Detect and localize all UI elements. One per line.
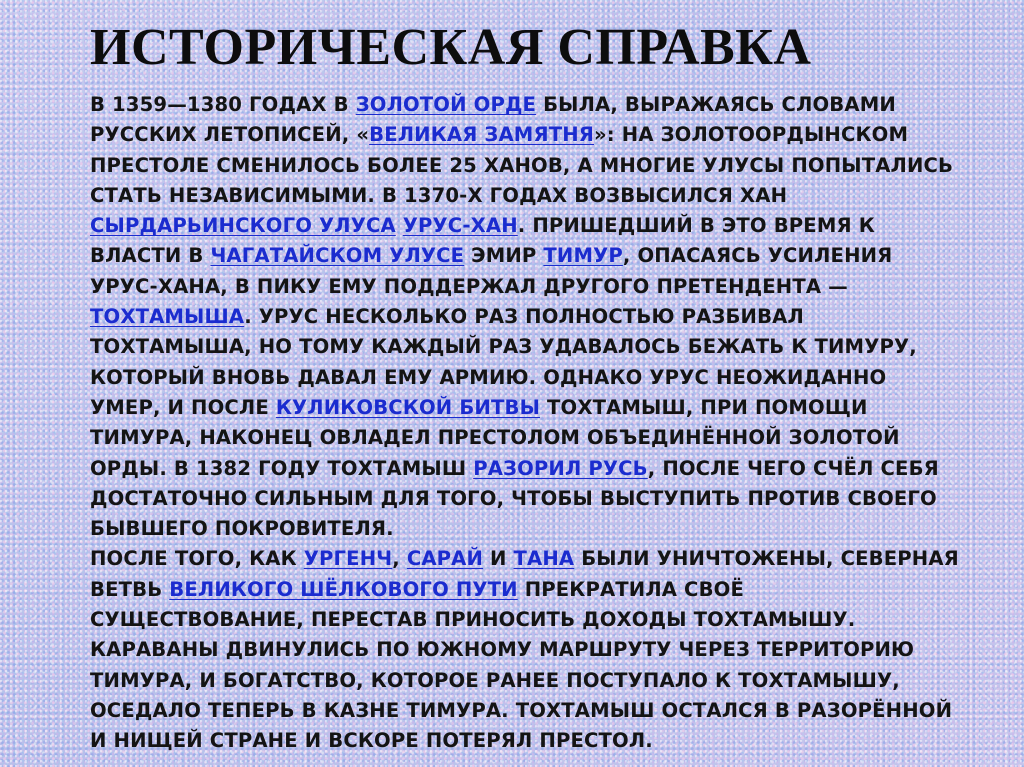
text: . УРУС НЕСКОЛЬКО РАЗ ПОЛНОСТЬЮ РАЗБИВАЛ ТОХТАМЫША, НО ТОМУ КАЖДЫЙ РАЗ УДАВАЛОСЬ БЕЖАТЬ К ТИМУРУ, КОТОРЫЙ ВНОВЬ ДАВАЛ ЕМУ АРМИЮ. ОДНАКО УРУС НЕОЖИДАННО УМЕР, И ПОСЛЕ: [90, 305, 917, 419]
slide: [90, 12, 960, 762]
link-timur[interactable]: ТИМУР: [543, 244, 623, 268]
link-sarai[interactable]: САРАЙ: [406, 547, 484, 571]
slide-title: ИСТОРИЧЕСКАЯ СПРАВКА: [90, 19, 812, 76]
text: И: [483, 547, 514, 571]
link-syrdarya-ulus[interactable]: СЫРДАРЬИНСКОГО УЛУСА: [90, 214, 396, 238]
link-chagatai-ulus[interactable]: ЧАГАТАЙСКОМ УЛУСЕ: [210, 244, 465, 268]
link-urgench[interactable]: УРГЕНЧ: [303, 547, 393, 571]
text: БЫЛА, ВЫРАЖАЯСЬ СЛОВАМИ РУССКИХ ЛЕТОПИСЕЙ, «: [90, 93, 896, 147]
link-tokhtamysh[interactable]: ТОХТАМЫША: [90, 305, 245, 329]
text: ПОСЛЕ ТОГО, КАК: [90, 547, 304, 571]
paragraph-1: [90, 90, 960, 544]
link-kulikovo-battle[interactable]: КУЛИКОВСКОЙ БИТВЫ: [275, 395, 541, 419]
link-urus-khan[interactable]: УРУС-ХАН: [402, 214, 518, 238]
text: ,: [392, 547, 407, 571]
link-great-troubles[interactable]: ВЕЛИКАЯ ЗАМЯТНЯ: [369, 123, 594, 147]
text: ЭМИР: [464, 244, 544, 268]
text: , ПОСЛЕ ЧЕГО СЧЁЛ СЕБЯ ДОСТАТОЧНО СИЛЬНЫМ ДЛЯ ТОГО, ЧТОБЫ ВЫСТУПИТЬ ПРОТИВ СВОЕГО БЫВШЕГО ПОКРОВИТЕЛЯ.: [90, 456, 939, 541]
text: ТОХТАМЫШ, ПРИ ПОМОЩИ ТИМУРА, НАКОНЕЦ ОВЛАДЕЛ ПРЕСТОЛОМ ОБЪЕДИНЁННОЙ ЗОЛОТОЙ ОРДЫ. В 1382 ГОДУ ТОХТАМЫШ: [90, 395, 900, 480]
text: . ПРИШЕДШИЙ В ЭТО ВРЕМЯ К ВЛАСТИ В: [90, 214, 875, 268]
link-ruined-rus[interactable]: РАЗОРИЛ РУСЬ: [473, 456, 648, 480]
text: , ОПАСАЯСЬ УСИЛЕНИЯ УРУС-ХАНА, В ПИКУ ЕМУ ПОДДЕРЖАЛ ДРУГОГО ПРЕТЕНДЕНТА —: [90, 244, 893, 298]
text: »: НА ЗОЛОТООРДЫНСКОМ ПРЕСТОЛЕ СМЕНИЛОСЬ БОЛЕЕ 25 ХАНОВ, А МНОГИЕ УЛУСЫ ПОПЫТАЛИСЬ СТАТЬ НЕЗАВИСИМЫМИ. В 1370-Х ГОДАХ ВОЗВЫСИЛСЯ ХАН: [90, 123, 954, 207]
link-golden-horde[interactable]: ЗОЛОТОЙ ОРДЕ: [355, 93, 537, 116]
paragraph-2: [90, 544, 960, 756]
text: ПРЕКРАТИЛА СВОЁ СУЩЕСТВОВАНИЕ, ПЕРЕСТАВ ПРИНОСИТЬ ДОХОДЫ ТОХТАМЫШУ. КАРАВАНЫ ДВИНУЛИСЬ ПО ЮЖНОМУ МАРШРУТУ ЧЕРЕЗ ТЕРРИТОРИЮ ТИМУРА, И БОГАТСТВО, КОТОРОЕ РАНЕЕ ПОСТУПАЛО К ТОХТАМЫШУ, ОСЕДАЛО ТЕПЕРЬ В КАЗНЕ ТИМУРА. ТОХТАМЫШ ОСТАЛСЯ В РАЗОРЁННОЙ И НИЩЕЙ СТРАНЕ И ВСКОРЕ ПОТЕРЯЛ ПРЕСТОЛ.: [90, 577, 953, 753]
text: [396, 214, 403, 237]
text: БЫЛИ УНИЧТОЖЕНЫ, СЕВЕРНАЯ ВЕТВЬ: [90, 547, 959, 601]
link-silk-road[interactable]: ВЕЛИКОГО ШЁЛКОВОГО ПУТИ: [169, 577, 518, 601]
text: В 1359—1380 ГОДАХ В: [90, 93, 356, 116]
slide-body: [90, 90, 960, 757]
link-tana[interactable]: ТАНА: [513, 547, 575, 571]
